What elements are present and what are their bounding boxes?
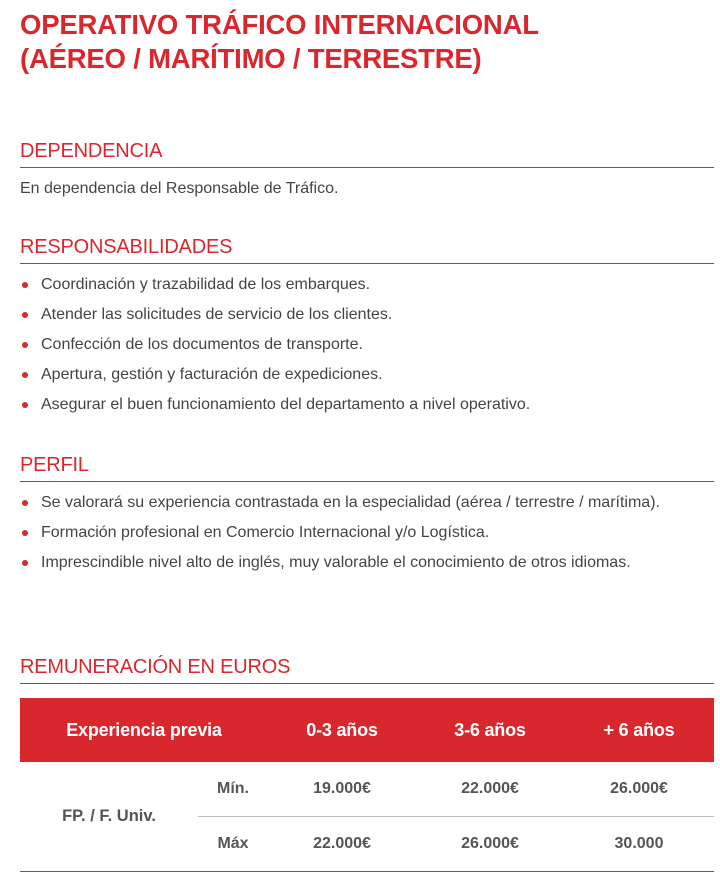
header-3-6: 3-6 años	[416, 698, 564, 762]
section-responsabilidades	[20, 235, 714, 416]
header-experiencia: Experiencia previa	[20, 698, 268, 762]
dependencia-text: En dependencia del Responsable de Tráfico.	[20, 180, 339, 197]
list-item: Se valorará su experiencia contrastada en la especialidad (aérea / terrestre / marítima).	[20, 492, 714, 514]
section-perfil	[20, 453, 714, 574]
section-heading-perfil: PERFIL	[20, 453, 714, 482]
row-label-max: Máx	[198, 817, 268, 872]
header-6-plus: + 6 años	[564, 698, 714, 762]
perfil-list	[20, 492, 714, 574]
list-item: Confección de los documentos de transporte.	[20, 334, 714, 356]
table-header-row	[20, 698, 714, 762]
list-item: Formación profesional en Comercio Internacional y/o Logística.	[20, 522, 714, 544]
title-line-1: OPERATIVO TRÁFICO INTERNACIONAL	[20, 9, 539, 40]
section-remuneracion	[20, 655, 714, 684]
table-cell: 19.000€	[268, 762, 416, 817]
table-row	[20, 762, 714, 817]
table-cell: 26.000€	[416, 817, 564, 872]
section-dependencia	[20, 139, 714, 200]
table-cell: 22.000€	[268, 817, 416, 872]
list-item: Apertura, gestión y facturación de expediciones.	[20, 364, 714, 386]
page-title	[20, 8, 539, 76]
table-cell: 22.000€	[416, 762, 564, 817]
title-line-2: (AÉREO / MARÍTIMO / TERRESTRE)	[20, 43, 482, 74]
responsabilidades-list	[20, 274, 714, 416]
section-heading-responsabilidades: RESPONSABILIDADES	[20, 235, 714, 264]
salary-table	[20, 698, 714, 872]
list-item: Asegurar el buen funcionamiento del departamento a nivel operativo.	[20, 394, 714, 416]
list-item: Coordinación y trazabilidad de los embarques.	[20, 274, 714, 296]
section-heading-remuneracion: REMUNERACIÓN EN EUROS	[20, 655, 714, 684]
list-item: Imprescindible nivel alto de inglés, muy valorable el conocimiento de otros idiomas.	[20, 552, 714, 574]
list-item: Atender las solicitudes de servicio de los clientes.	[20, 304, 714, 326]
table-cell: 26.000€	[564, 762, 714, 817]
section-heading-dependencia: DEPENDENCIA	[20, 139, 714, 168]
header-0-3: 0-3 años	[268, 698, 416, 762]
table-cell: 30.000	[564, 817, 714, 872]
row-label-min: Mín.	[198, 762, 268, 817]
group-label: FP. / F. Univ.	[20, 762, 198, 872]
